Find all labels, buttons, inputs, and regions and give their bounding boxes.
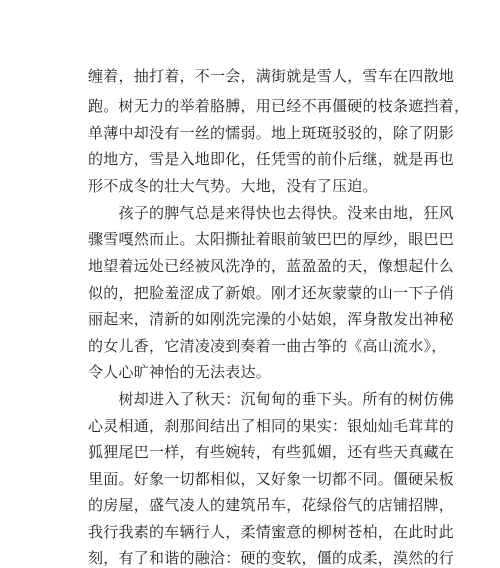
text-line: 的女儿香，它清凌凌到奏着一曲古筝的《高山流水》， xyxy=(88,337,447,355)
text-line: 缠着，抽打着，不一会，满街就是雪人，雪车在四散地 xyxy=(88,67,455,85)
text-line: 单薄中却没有一丝的懦弱。地上斑斑驳驳的，除了阴影 xyxy=(88,124,455,142)
text-line: 我行我素的车辆行人，柔情蜜意的柳树苍柏，在此时此 xyxy=(88,523,455,541)
text-line: 心灵相通，刹那间结出了相同的果实：银灿灿毛茸茸的 xyxy=(88,417,455,435)
text-line: 狐狸尾巴一样，有些婉转，有些狐媚，还有些天真藏在 xyxy=(88,443,455,461)
text-line: 的房屋，盛气凌人的建筑吊车，花绿俗气的店铺招牌， xyxy=(88,496,455,514)
text-line: 丽起来，清新的如刚洗完澡的小姑娘，浑身散发出神秘 xyxy=(88,310,455,328)
text-line: 地望着远处已经被风洗净的，蓝盈盈的天，像想起什么 xyxy=(88,257,455,275)
text-line: 里面。好象一切都相似，又好象一切都不同。僵硬呆板 xyxy=(88,470,455,488)
text-line: 树却进入了秋天：沉甸甸的垂下头。所有的树仿佛 xyxy=(88,390,455,408)
text-line: 刻，有了和谐的融洽：硬的变软，僵的成柔，漠然的行 xyxy=(88,549,455,567)
text-line: 跑。树无力的举着胳膊，用已经不再僵硬的枝条遮挡着， xyxy=(88,97,470,115)
text-line: 似的，把脸羞涩成了新娘。刚才还灰蒙蒙的山一下子俏 xyxy=(88,284,455,302)
text-line: 骤雪嘎然而止。太阳撕扯着眼前皱巴巴的厚纱，眼巴巴 xyxy=(88,230,455,248)
text-line: 孩子的脾气总是来得快也去得快。没来由地，狂风 xyxy=(88,204,455,222)
text-line: 令人心旷神怡的无法表达。 xyxy=(88,363,272,381)
text-line: 的地方，雪是入地即化，任凭雪的前仆后继，就是再也 xyxy=(88,150,455,168)
text-line: 形不成冬的壮大气势。大地，没有了压迫。 xyxy=(88,177,378,195)
